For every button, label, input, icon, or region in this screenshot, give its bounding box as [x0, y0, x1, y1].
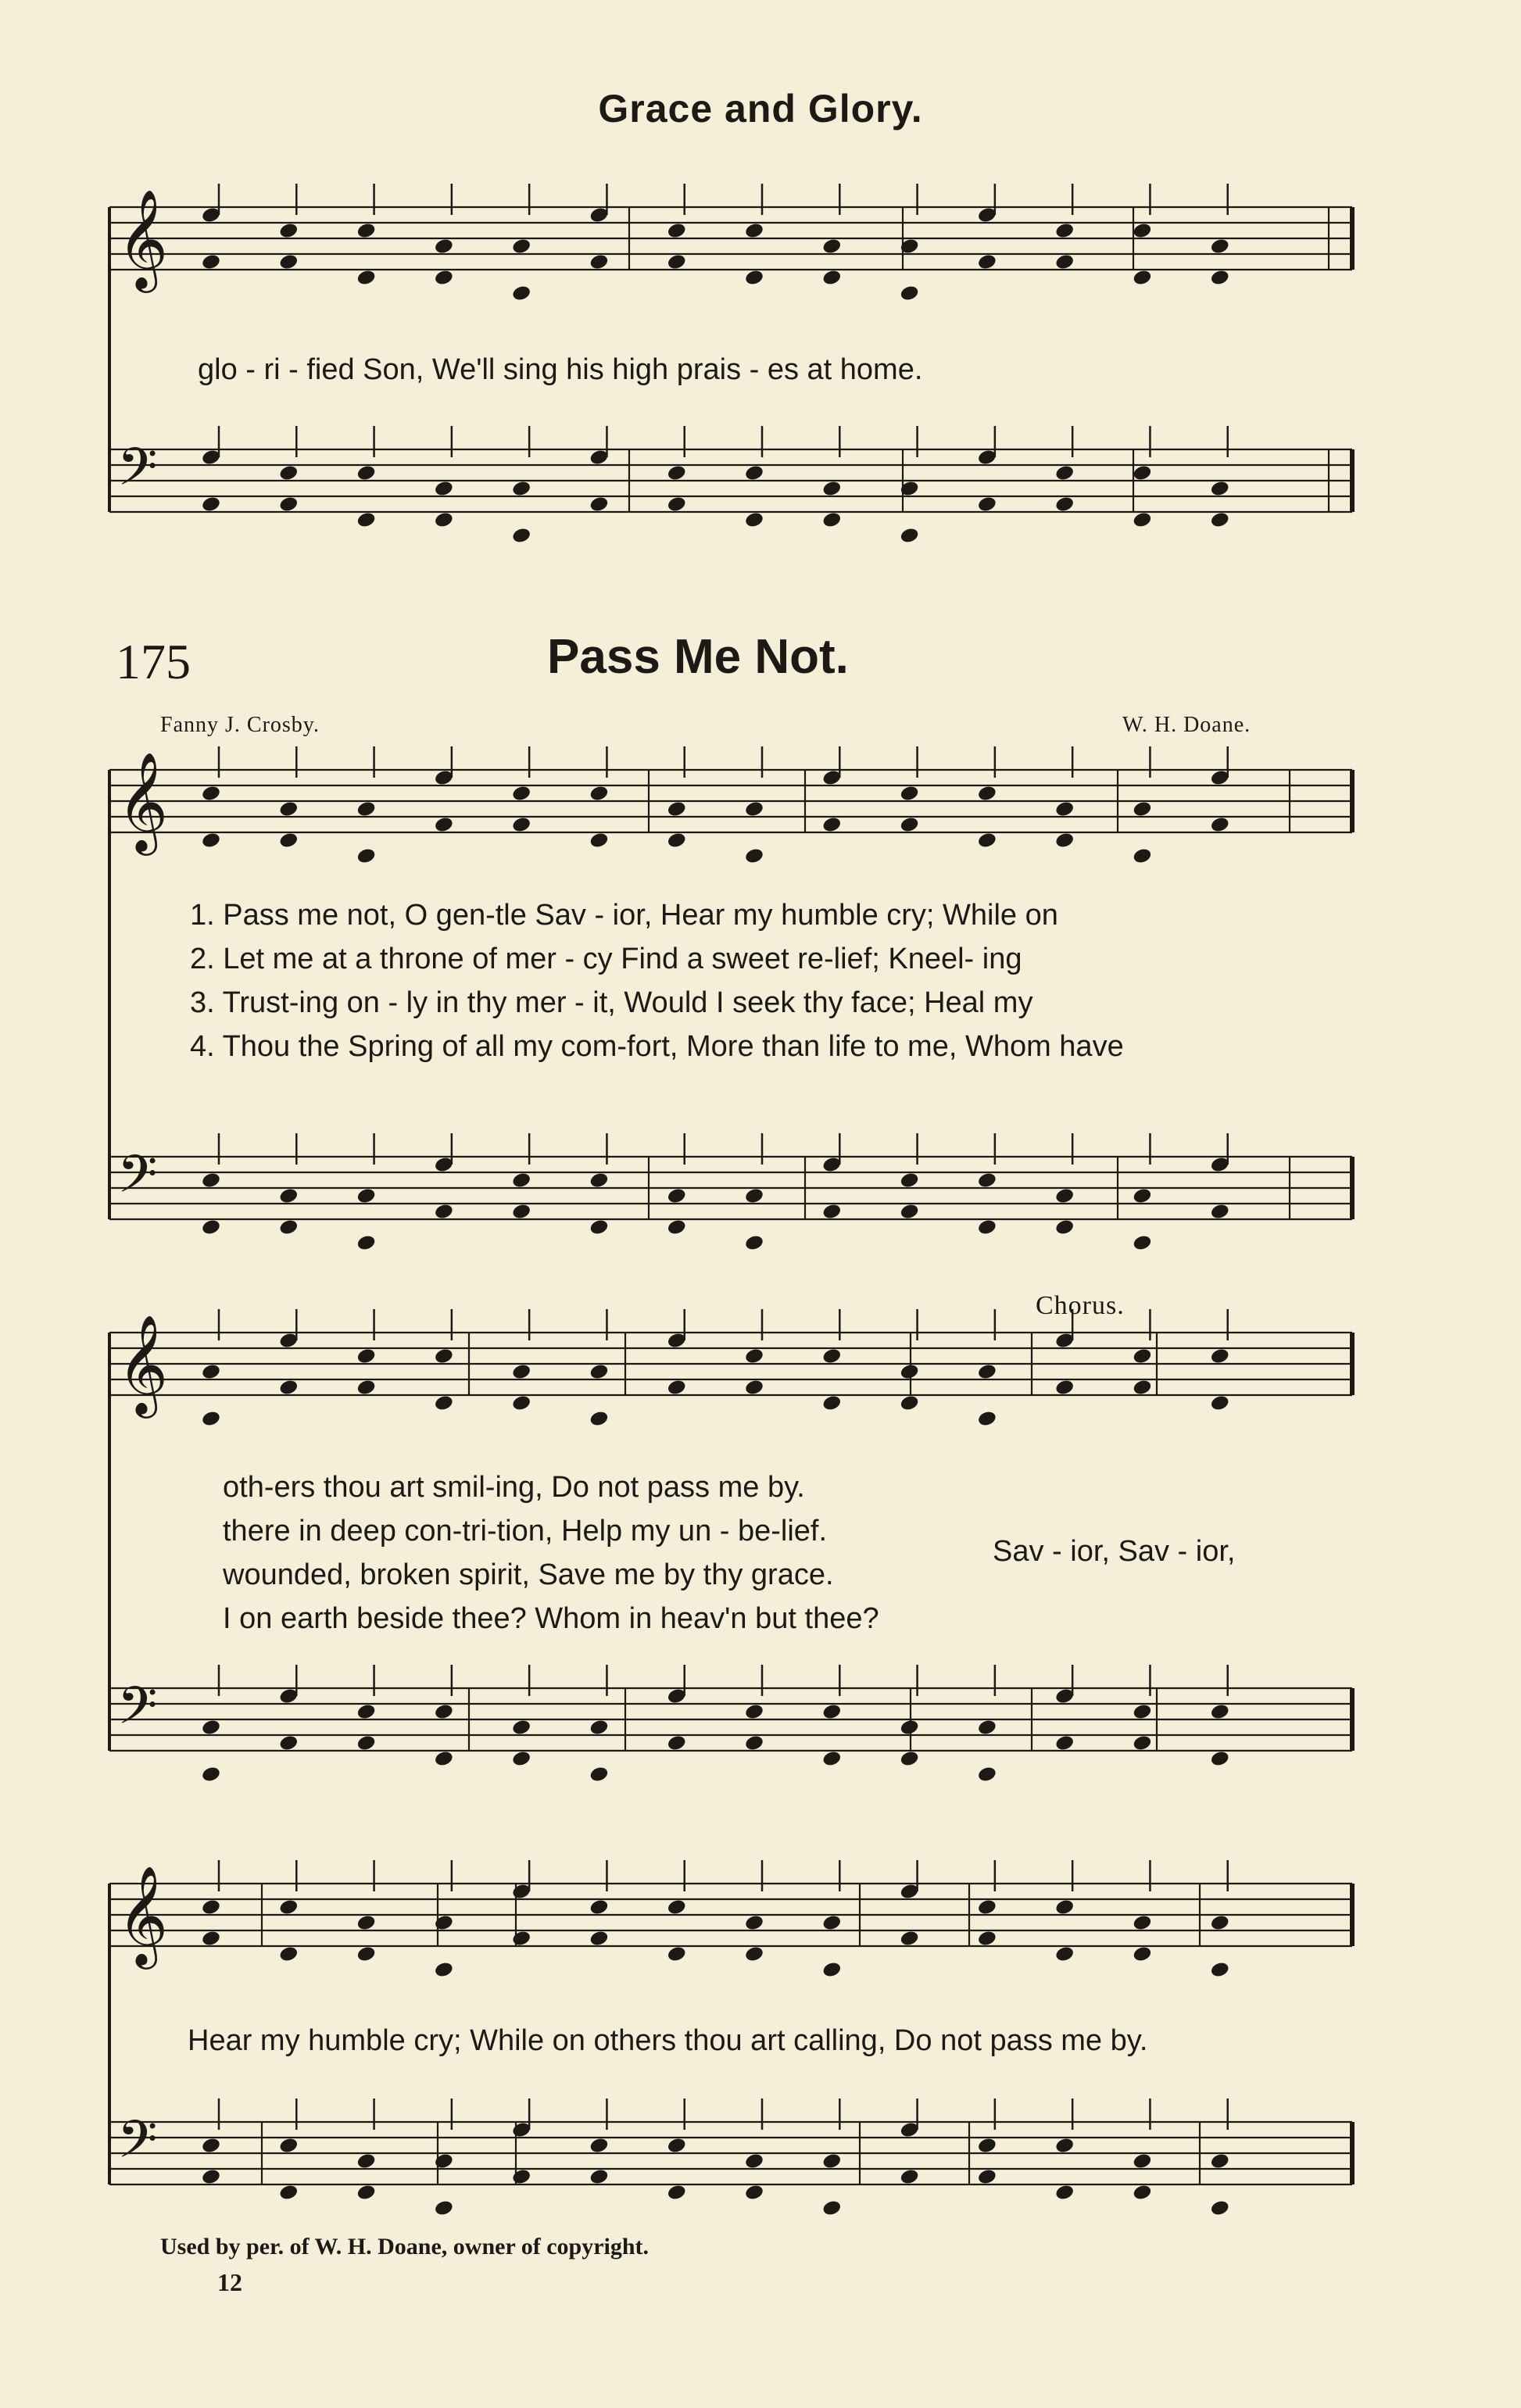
- svg-text:𝄞: 𝄞: [117, 1865, 169, 1965]
- chorus-lyric-line: Hear my humble cry; While on others thou art calling, Do not pass me by.: [188, 2024, 1148, 2057]
- chorus-lyric-savior: Sav - ior, Sav - ior,: [993, 1535, 1236, 1568]
- svg-text:𝄢: 𝄢: [117, 437, 158, 510]
- svg-text:𝄞: 𝄞: [117, 188, 169, 288]
- hymn-number: 175: [116, 634, 191, 689]
- verse-2-line-2: there in deep con-tri-tion, Help my un - be-lief.: [223, 1515, 828, 1547]
- svg-text:𝄞: 𝄞: [117, 751, 169, 851]
- verse-3-line-1: 3. Trust-ing on - ly in thy mer - it, Would I seek thy face; Heal my: [190, 986, 1033, 1019]
- hymn-composer: W. H. Doane.: [1122, 713, 1251, 737]
- verse-4-line-1: 4. Thou the Spring of all my com-fort, More than life to me, Whom have: [190, 1030, 1124, 1063]
- verse-4-line-2: I on earth beside thee? Whom in heav'n but thee?: [223, 1602, 879, 1635]
- verse-2-line-1: 2. Let me at a throne of mer - cy Find a sweet re-lief; Kneel- ing: [190, 943, 1022, 975]
- verse-1-line-1: 1. Pass me not, O gen-tle Sav - ior, Hear my humble cry; While on: [190, 899, 1058, 932]
- copyright-credit: Used by per. of W. H. Doane, owner of copyright.: [160, 2234, 650, 2260]
- verse-3-line-2: wounded, broken spirit, Save me by thy grace.: [223, 1558, 834, 1591]
- page-number: 12: [217, 2268, 242, 2296]
- hymn-author: Fanny J. Crosby.: [160, 713, 320, 737]
- previous-hymn-lyric: glo - ri - fied Son, We'll sing his high prais - es at home.: [198, 353, 923, 386]
- svg-text:𝄢: 𝄢: [117, 1144, 158, 1217]
- svg-text:𝄢: 𝄢: [117, 1676, 158, 1748]
- hymn-title: Pass Me Not.: [547, 630, 849, 684]
- previous-hymn-title: Grace and Glory.: [598, 87, 923, 131]
- chorus-label: Chorus.: [1036, 1291, 1125, 1320]
- svg-text:𝄢: 𝄢: [117, 2109, 158, 2182]
- svg-text:𝄞: 𝄞: [117, 1314, 169, 1414]
- verse-1-line-2: oth-ers thou art smil-ing, Do not pass me by.: [223, 1471, 805, 1504]
